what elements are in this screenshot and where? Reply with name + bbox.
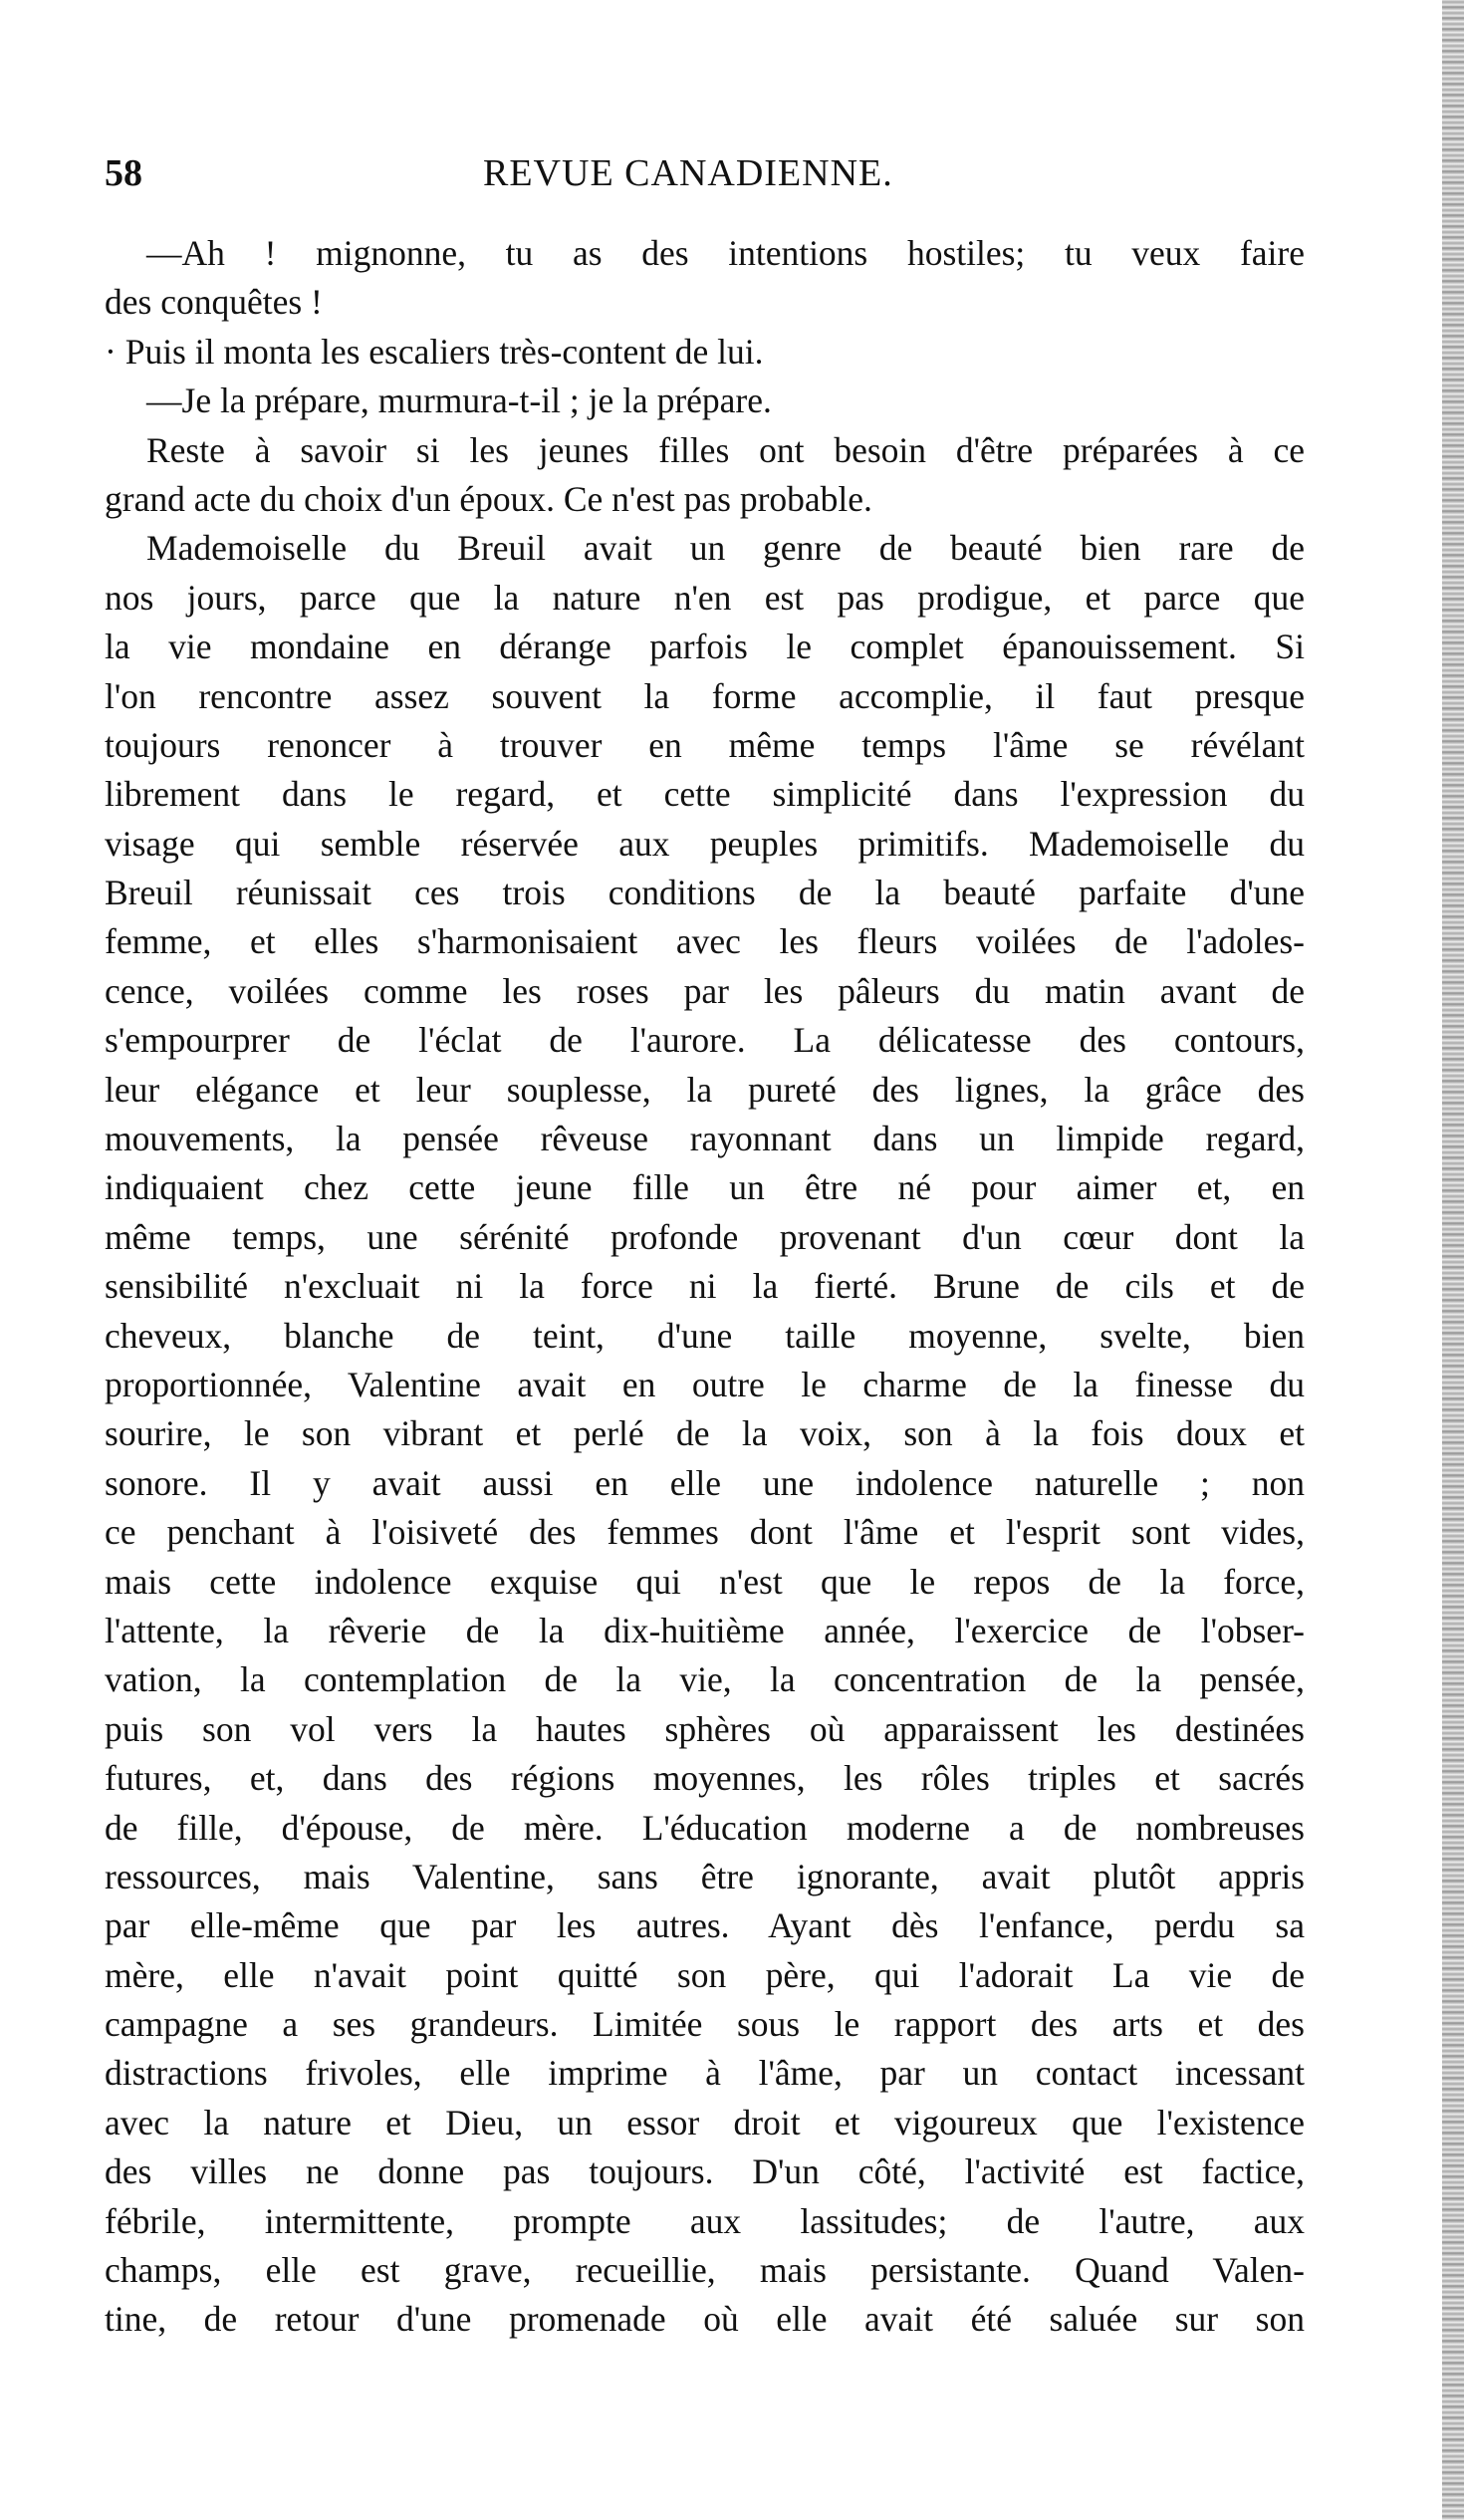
text-line: de fille, d'épouse, de mère. L'éducation moderne a de nombreuses <box>105 1807 1305 1848</box>
text-line: sourire, le son vibrant et perlé de la voix, son à la fois doux et <box>105 1413 1305 1454</box>
text-line: vation, la contemplation de la vie, la concentration de la pensée, <box>105 1659 1305 1700</box>
text-line: Reste à savoir si les jeunes filles ont besoin d'être préparées à ce <box>146 429 1305 470</box>
text-line: toujours renoncer à trouver en même temps l'âme se révélant <box>105 724 1305 765</box>
text-line: mère, elle n'avait point quitté son père, qui l'adorait La vie de <box>105 1954 1305 1995</box>
text-line: cence, voilées comme les roses par les pâleurs du matin avant de <box>105 970 1305 1011</box>
text-line: mouvements, la pensée rêveuse rayonnant dans un limpide regard, <box>105 1119 1305 1159</box>
text-line: Breuil réunissait ces trois conditions de la beauté parfaite d'une <box>105 873 1305 913</box>
text-line: distractions frivoles, elle imprime à l'âme, par un contact incessant <box>105 2053 1305 2094</box>
text-line: des villes ne donne pas toujours. D'un côté, l'activité est factice, <box>105 2151 1305 2192</box>
text-line: s'empourprer de l'éclat de l'aurore. La délicatesse des contours, <box>105 1020 1305 1061</box>
text-line: proportionnée, Valentine avait en outre le charme de la finesse du <box>105 1364 1305 1404</box>
text-line: futures, et, dans des régions moyennes, les rôles triples et sacrés <box>105 1758 1305 1799</box>
text-line: mais cette indolence exquise qui n'est que le repos de la force, <box>105 1561 1305 1602</box>
text-line: champs, elle est grave, recueillie, mais persistante. Quand Valen- <box>105 2250 1305 2291</box>
text-line: la vie mondaine en dérange parfois le complet épanouissement. Si <box>105 627 1305 667</box>
text-line: fébrile, intermittente, prompte aux lassitudes; de l'autre, aux <box>105 2200 1305 2241</box>
text-line: leur elégance et leur souplesse, la pureté des lignes, la grâce des <box>105 1069 1305 1110</box>
text-line: avec la nature et Dieu, un essor droit et vigoureux que l'existence <box>105 2102 1305 2142</box>
text-line: sensibilité n'excluait ni la force ni la fierté. Brune de cils et de <box>105 1266 1305 1307</box>
page-edge-scan-artifact <box>1442 0 1464 2520</box>
text-line: Mademoiselle du Breuil avait un genre de beauté bien rare de <box>146 528 1305 569</box>
text-line: ce penchant à l'oisiveté des femmes dont l'âme et l'esprit sont vides, <box>105 1512 1305 1553</box>
text-line: par elle-même que par les autres. Ayant dès l'enfance, perdu sa <box>105 1905 1305 1946</box>
page-header <box>105 147 1305 199</box>
body-text <box>105 229 1305 2345</box>
text-line: l'on rencontre assez souvent la forme accomplie, il faut presque <box>105 675 1305 716</box>
text-line: sonore. Il y avait aussi en elle une indolence naturelle ; non <box>105 1462 1305 1503</box>
text-line: nos jours, parce que la nature n'en est pas prodigue, et parce que <box>105 577 1305 618</box>
text-line: cheveux, blanche de teint, d'une taille moyenne, svelte, bien <box>105 1315 1305 1356</box>
text-line: campagne a ses grandeurs. Limitée sous le rapport des arts et des <box>105 2004 1305 2045</box>
text-line: ressources, mais Valentine, sans être ignorante, avait plutôt appris <box>105 1856 1305 1896</box>
text-line: l'attente, la rêverie de la dix-huitième année, l'exercice de l'obser- <box>105 1610 1305 1650</box>
text-line: visage qui semble réservée aux peuples primitifs. Mademoiselle du <box>105 823 1305 864</box>
text-line: indiquaient chez cette jeune fille un être né pour aimer et, en <box>105 1167 1305 1208</box>
text-line: femme, et elles s'harmonisaient avec les fleurs voilées de l'adoles- <box>105 921 1305 962</box>
text-line: grand acte du choix d'un époux. Ce n'est pas probable. <box>105 478 872 519</box>
text-line: puis son vol vers la hautes sphères où apparaissent les destinées <box>105 1708 1305 1749</box>
text-line: —Je la prépare, murmura-t-il ; je la prépare. <box>146 380 772 421</box>
running-title: REVUE CANADIENNE. <box>483 152 893 194</box>
text-line: —Ah ! mignonne, tu as des intentions hostiles; tu veux faire <box>146 233 1305 273</box>
text-line: des conquêtes ! <box>105 282 323 323</box>
text-line: tine, de retour d'une promenade où elle avait été saluée sur son <box>105 2299 1305 2340</box>
text-line: librement dans le regard, et cette simplicité dans l'expression du <box>105 774 1305 815</box>
text-line: même temps, une sérénité profonde provenant d'un cœur dont la <box>105 1216 1305 1257</box>
text-line: · Puis il monta les escaliers très-content de lui. <box>105 331 764 372</box>
page-number: 58 <box>105 152 142 194</box>
